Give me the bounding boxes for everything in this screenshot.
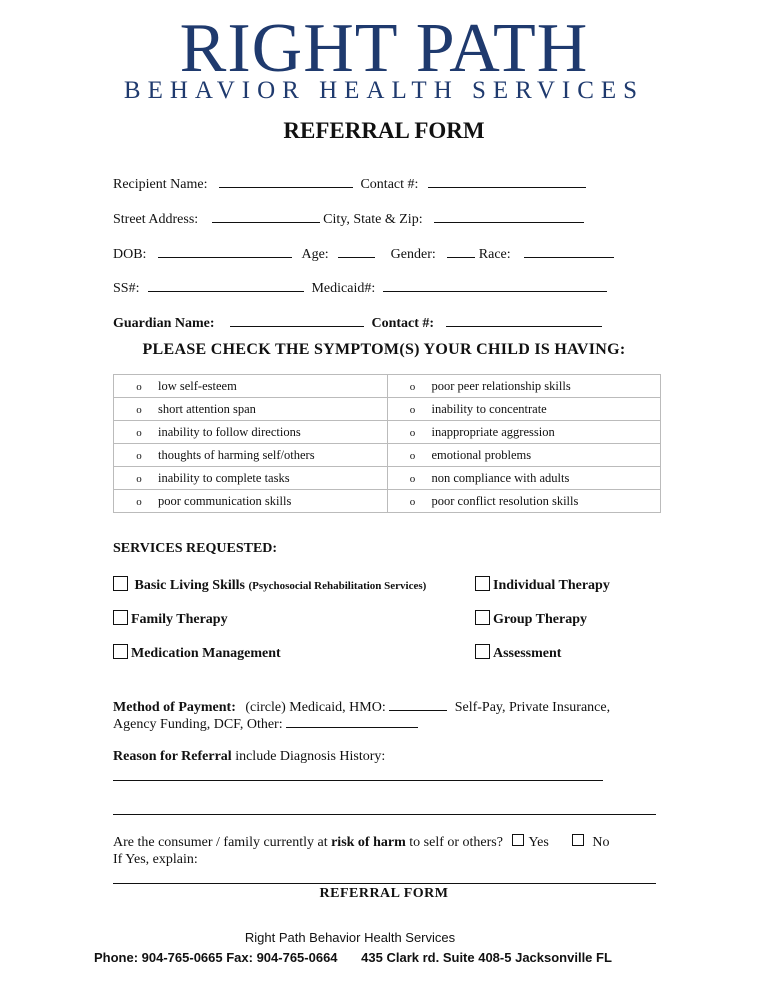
symptom-cell[interactable] [387,398,661,421]
payment-text1: (circle) Medicaid, HMO: [245,700,386,715]
service-family-therapy[interactable] [113,610,228,628]
payment-label: Method of Payment: [113,700,236,715]
services-heading: SERVICES REQUESTED: [113,541,278,556]
service-assessment[interactable] [475,644,561,662]
contact-field[interactable] [428,173,586,188]
gender-label: Gender: [390,247,436,262]
bullet-icon: o [136,449,142,462]
symptom-cell[interactable] [387,490,661,513]
age-field[interactable] [338,243,375,258]
reason-text: include Diagnosis History: [235,749,386,764]
gender-field[interactable] [447,243,475,258]
risk-row [113,834,609,852]
group-therapy-label: Group Therapy [493,612,588,627]
bullet-icon: o [409,495,416,508]
symptom-row [114,375,661,398]
symptom-cell[interactable] [114,375,388,398]
medicaid-label: Medicaid#: [311,281,376,296]
payment-row2 [113,713,422,734]
reason-label: Reason for Referral [113,749,232,764]
bullet-icon: o [136,426,142,439]
bullet-icon: o [136,495,142,508]
symptom-label: inability to concentrate [431,401,547,416]
symptom-row [114,467,661,490]
basic-living-note: (Psychosocial Rehabilitation Services) [248,580,427,592]
address-row [113,208,588,229]
other-payment-field[interactable] [286,713,418,728]
family-therapy-checkbox[interactable] [113,610,128,625]
symptom-cell[interactable] [114,421,388,444]
recipient-name-label: Recipient Name: [113,177,208,192]
footer-title: REFERRAL FORM [319,886,449,901]
guardian-contact-label: Contact #: [371,316,435,331]
assessment-label: Assessment [493,646,562,661]
risk-text-bold: risk of harm [331,835,406,850]
street-label: Street Address: [113,212,199,227]
contact-label: Contact #: [360,177,419,192]
symptom-cell[interactable] [114,444,388,467]
risk-no-checkbox[interactable] [572,834,584,846]
payment-text3: Agency Funding, DCF, Other: [113,717,283,732]
footer-contact-row [94,950,612,965]
assessment-checkbox[interactable] [475,644,490,659]
group-therapy-checkbox[interactable] [475,610,490,625]
symptom-label: inability to complete tasks [158,470,290,485]
symptom-cell[interactable] [114,398,388,421]
symptom-cell[interactable] [387,467,661,490]
family-therapy-label: Family Therapy [131,612,228,627]
demographics-row [113,243,618,264]
bullet-icon: o [409,449,416,462]
footer-address: 435 Clark rd. Suite 408-5 Jacksonville FL [361,950,612,965]
symptom-label: low self-esteem [158,378,237,393]
symptom-label: thoughts of harming self/others [158,447,315,462]
risk-text-after: to self or others? [409,835,503,850]
bullet-icon: o [409,380,416,393]
logo-title: RIGHT PATH [179,10,589,87]
service-group-therapy[interactable] [475,610,587,628]
risk-yes-label: Yes [528,835,549,850]
guardian-row [113,312,606,333]
reason-row [113,748,385,766]
recipient-row [113,173,590,194]
reason-line-2[interactable] [113,814,656,815]
symptom-label: non compliance with adults [431,470,570,485]
symptom-label: poor communication skills [158,493,292,508]
symptom-label: poor peer relationship skills [431,378,571,393]
dob-field[interactable] [158,243,292,258]
individual-therapy-checkbox[interactable] [475,576,490,591]
bullet-icon: o [136,403,142,416]
symptom-label: poor conflict resolution skills [431,493,579,508]
bullet-icon: o [409,403,416,416]
guardian-field[interactable] [230,312,364,327]
basic-living-checkbox[interactable] [113,576,128,591]
risk-text-before: Are the consumer / family currently at [113,835,328,850]
footer-phone-fax: Phone: 904-765-0665 Fax: 904-765-0664 [94,950,338,965]
risk-no-label: No [592,835,610,850]
explain-line[interactable] [113,883,656,884]
city-field[interactable] [434,208,584,223]
symptoms-heading: PLEASE CHECK THE SYMPTOM(S) YOUR CHILD IS HAVING: [142,341,626,358]
age-label: Age: [301,247,329,262]
symptoms-table [113,374,661,513]
symptom-row [114,444,661,467]
guardian-contact-field[interactable] [446,312,602,327]
symptom-cell[interactable] [114,467,388,490]
bullet-icon: o [136,380,142,393]
symptom-label: emotional problems [431,447,532,462]
ss-label: SS#: [113,281,140,296]
risk-explain: If Yes, explain: [113,852,198,867]
symptom-label: short attention span [158,401,256,416]
risk-yes-checkbox[interactable] [512,834,524,846]
medication-management-checkbox[interactable] [113,644,128,659]
logo-subtitle: BEHAVIOR HEALTH SERVICES [123,77,645,104]
ids-row [113,277,611,298]
symptom-cell[interactable] [114,490,388,513]
hmo-field[interactable] [389,696,447,711]
medicaid-field[interactable] [383,277,607,292]
form-title: REFERRAL FORM [283,118,485,143]
footer-org: Right Path Behavior Health Services [244,930,456,945]
symptom-cell[interactable] [387,444,661,467]
race-field[interactable] [524,243,614,258]
bullet-icon: o [409,426,416,439]
individual-therapy-label: Individual Therapy [493,578,610,593]
symptom-label: inability to follow directions [158,424,301,439]
medication-management-label: Medication Management [131,646,281,661]
service-individual-therapy[interactable] [475,576,610,594]
payment-text2: Self-Pay, Private Insurance, [454,700,611,715]
symptom-row [114,398,661,421]
recipient-name-field[interactable] [219,173,353,188]
bullet-icon: o [136,472,142,485]
symptom-row [114,490,661,513]
street-field[interactable] [212,208,320,223]
bullet-icon: o [409,472,416,485]
service-basic-living[interactable] [113,576,426,594]
reason-line-1[interactable] [113,780,603,781]
symptom-label: inappropriate aggression [431,424,555,439]
symptom-row [114,421,661,444]
service-medication-management[interactable] [113,644,281,662]
symptom-cell[interactable] [387,375,661,398]
ss-field[interactable] [148,277,304,292]
city-label: City, State & Zip: [323,212,423,227]
guardian-label: Guardian Name: [113,316,215,331]
race-label: Race: [478,247,511,262]
symptom-cell[interactable] [387,421,661,444]
dob-label: DOB: [113,247,147,262]
basic-living-label: Basic Living Skills [134,578,245,593]
